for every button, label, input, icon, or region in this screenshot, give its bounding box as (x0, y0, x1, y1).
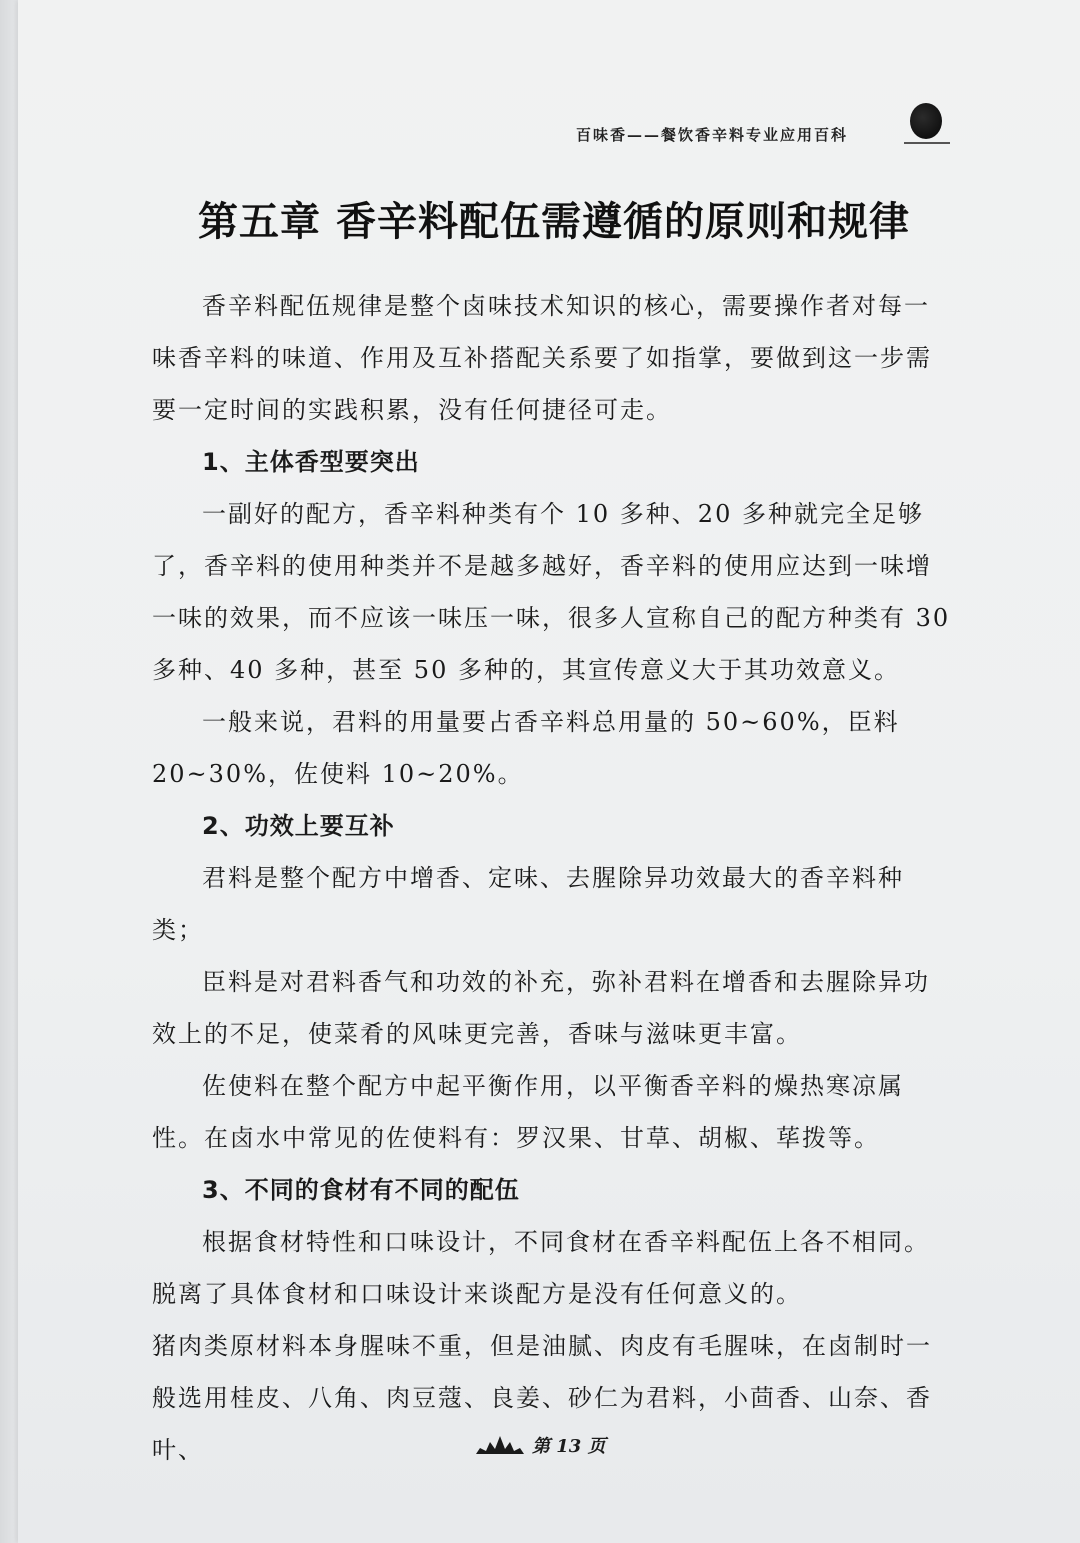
logo-caption-line (904, 142, 950, 150)
page-footer (474, 1430, 606, 1460)
chapter-title: 第五章 香辛料配伍需遵循的原则和规律 (198, 198, 910, 245)
paragraph: 香辛料配伍规律是整个卤味技术知识的核心，需要操作者对每一味香辛料的味道、作用及互补搭配关系要了如指掌，要做到这一步需要一定时间的实践积累，没有任何捷径可走。 (152, 292, 932, 424)
logo-circle (910, 103, 942, 139)
paragraph: 一副好的配方，香辛料种类有个 10 多种、20 多种就完全足够了，香辛料的使用种类并不是越多越好，香辛料的使用应达到一味增一味的效果，而不应该一味压一味，很多人宣称自己的配方种类有 30 多种、40 多种，甚至 50 多种的，其宣传意义大于其功效意义。 (152, 500, 951, 684)
paragraph: 臣料是对君料香气和功效的补充，弥补君料在增香和去腥除异功效上的不足，使菜肴的风味更完善，香味与滋味更丰富。 (152, 968, 930, 1048)
section-heading: 2、功效上要互补 (202, 812, 395, 840)
paragraph: 猪肉类原材料本身腥味不重，但是油腻、肉皮有毛腥味，在卤制时一般选用桂皮、八角、肉豆蔻、良姜、砂仁为君料，小茴香、山奈、香叶、 (152, 1332, 932, 1464)
paragraph: 佐使料在整个配方中起平衡作用，以平衡香辛料的燥热寒凉属性。在卤水中常见的佐使料有：罗汉果、甘草、胡椒、荜拨等。 (152, 1072, 904, 1152)
lotus-ornament-icon (474, 1434, 526, 1456)
section-heading: 3、不同的食材有不同的配伍 (202, 1176, 520, 1204)
running-header: 百味香——餐饮香辛料专业应用百科 (576, 126, 849, 144)
publisher-logo-icon (904, 103, 948, 155)
body-text (152, 280, 952, 1476)
page-number: 第 13 页 (532, 1436, 606, 1457)
paragraph: 根据食材特性和口味设计，不同食材在香辛料配伍上各不相同。脱离了具体食材和口味设计来谈配方是没有任何意义的。 (152, 1228, 930, 1308)
paragraph: 一般来说，君料的用量要占香辛料总用量的 50~60%，臣料 20~30%，佐使料 10~20%。 (152, 708, 900, 788)
paragraph: 君料是整个配方中增香、定味、去腥除异功效最大的香辛料种类； (152, 864, 904, 944)
section-heading: 1、主体香型要突出 (202, 448, 420, 476)
